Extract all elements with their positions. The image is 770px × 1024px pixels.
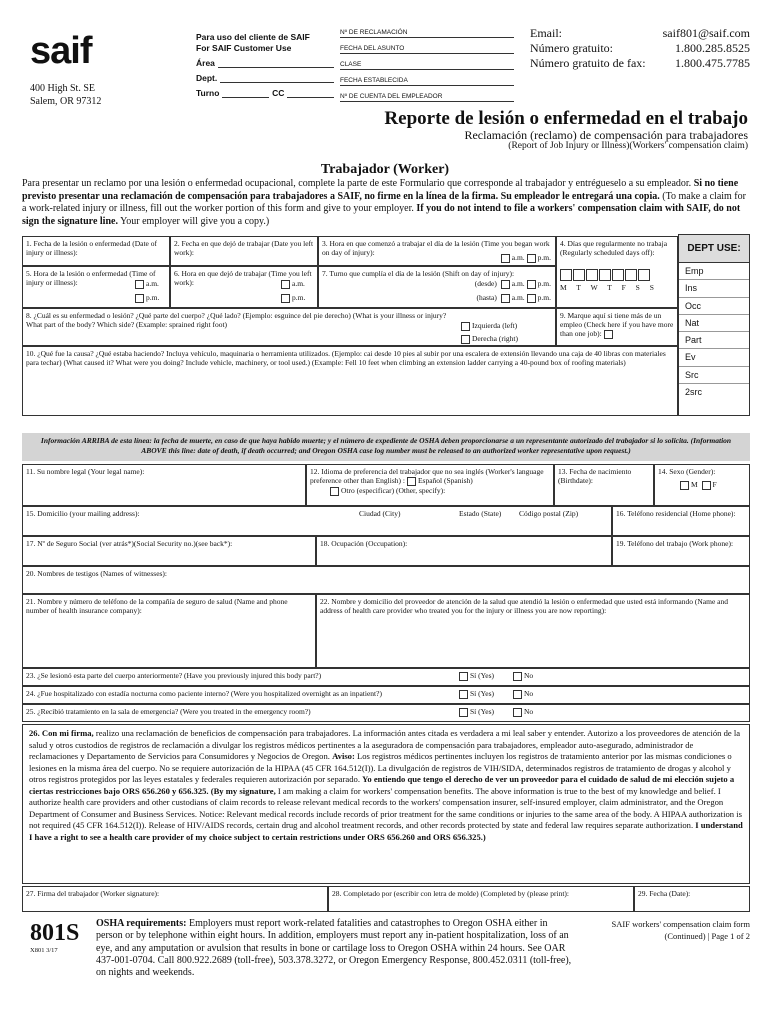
customer-title-es: Para uso del cliente de SAIF (196, 32, 310, 42)
dept-label: Dept. (196, 73, 218, 83)
gender-field: 14. Sexo (Gender): M F (654, 464, 750, 506)
day-checkbox[interactable] (638, 269, 650, 281)
claim-class-field[interactable]: CLASE (340, 54, 514, 70)
cause-description-field[interactable]: 10. ¿Qué fue la causa? ¿Qué estaba haciendo? Incluya vehículo, maquinaria o herramienta utilizados. (Ejemplo: cai desde 10 pies al subir por una escalera de extensión llevando una caja de 40 libras con materiales para techar) (What caused it? What were you doing? Include vehicle, machinery, or tool used.) (Example: Fell 10 feet when climbing an extension ladder carrying a 40-pound box of roofing materials) (22, 346, 678, 416)
employer-account-field[interactable]: Nº DE CUENTA DEL EMPLEADOR (340, 86, 514, 102)
home-phone-field[interactable]: 16. Teléfono residencial (Home phone): (612, 506, 750, 536)
area-field[interactable] (218, 58, 334, 68)
injury-date-field[interactable]: 1. Fecha de la lesión o enfermedad (Date of injury or illness): (22, 236, 170, 266)
illness-description-field[interactable]: 8. ¿Cuál es su enfermedad o lesión? ¿Qué parte del cuerpo? ¿Qué lado? (Ejemplo: esguince del pie derecho) (What is your illness or injury? What part of the body? Which side? (Example: sprained right foot) Izquierda (left) Derecha (right) (22, 308, 556, 346)
dept-part: Part (679, 332, 749, 349)
dept-ins: Ins (679, 280, 749, 297)
customer-use-box (196, 32, 334, 99)
start-pm-checkbox[interactable] (527, 254, 536, 263)
day-checkbox[interactable] (612, 269, 624, 281)
left-work-date-field[interactable]: 2. Fecha en que dejó de trabajar (Date you left work): (170, 236, 318, 266)
injury-am-checkbox[interactable] (135, 280, 144, 289)
day-checkbox[interactable] (625, 269, 637, 281)
q24-no-checkbox[interactable] (513, 690, 522, 699)
turno-field[interactable] (222, 88, 269, 98)
shift-from-pm-checkbox[interactable] (527, 280, 536, 289)
claim-fields (340, 22, 514, 102)
customer-title-en: For SAIF Customer Use (196, 43, 292, 53)
turno-label: Turno (196, 88, 220, 98)
multiple-jobs-checkbox[interactable] (604, 330, 613, 339)
fax-number: 1.800.475.7785 (675, 56, 750, 70)
dept-field[interactable] (220, 73, 334, 83)
page-indicator: (Continued) | Page 1 of 2 (664, 931, 750, 941)
dept-src: Src (679, 367, 749, 384)
dept-use-title: DEPT USE: (679, 235, 749, 263)
claim-date-field[interactable]: FECHA DEL ASUNTO (340, 38, 514, 54)
mailing-address-field[interactable]: 15. Domicilio (your mailing address): Ciudad (City) Estado (State) Código postal (Zip) (22, 506, 612, 536)
ssn-field[interactable]: 17. Nº de Seguro Social (ver atrás*)(Social Security no.)(see back*): (22, 536, 316, 566)
area-label: Área (196, 58, 215, 68)
birthdate-field[interactable]: 13. Fecha de nacimiento (Birthdate): (554, 464, 654, 506)
days-off-field: 4. Días que regularmente no trabaja (Regularly scheduled days off): M T W T F S S (556, 236, 678, 308)
address-line1: 400 High St. SE (30, 83, 96, 94)
left-pm-checkbox[interactable] (281, 294, 290, 303)
authorization-text: 26. Con mi firma, realizo una reclamación de beneficios de compensación para trabajadores. La información antes citada es verdadera a mi leal saber y entender. Autorizo a los proveedores de atención de la salud y otros custodios de registros de reclamación a divulgar los registros médicos pertinentes a la aseguradora de compensación para trabajadores, empleador auto-asegurado, administrador de reclamaciones y Departamento de Servicios para Consumidores y Negocios de Oregon. Aviso: Los registros médicos pertinentes incluyen los registros de tratamiento anterior por las mismas condiciones o lesiones en la misma área del cuerpo. No se requiere autorización de la HIPAA (45 CFR 164.512(I)). La divulgación de registros de VIH/SIDA, determinados registros de tratamiento de drogas y alcohol y otros registros protegidos por las leyes estatales y federales requieren autorización por separado. Yo entiendo que tengo el derecho de ver un proveedor para el cuidado de salud de mi elección sujeto a ciertas restricciones bajo ORS 656.260 y 656.325. (By my signature, I am making a claim for workers' compensation benefits. The above information is true to the best of my knowledge and belief. I authorize health care providers and other custodians of claim records to release relevant medical records to the workers' compensation insurer, self-insured employer, claim administrator, and the Oregon Department of Consumer and Business Services. Notice: Relevant medical records include records of prior treatment for the same conditions or injuries to the same area of the body. A HIPAA authorization is not required (45 CFR 164.512(I)). Release of HIV/AIDS records, certain drug and alcohol treatment records, and other records protected by state and federal law requires separate authorization. I understand I have a right to see a health care provider of my choice subject to certain restrictions under ORS 656.260 and ORS 656.325.) (22, 724, 750, 884)
contact-info: Email: saif801@saif.com Número gratuito: 1.800.285.8525 Número gratuito de fax: 1.800.475.7785 (530, 26, 750, 70)
day-checkbox[interactable] (560, 269, 572, 281)
q25-yes-checkbox[interactable] (459, 708, 468, 717)
form-code: 801S (30, 920, 80, 946)
subtitle-es: Reclamación (reclamo) de compensación para trabajadores (464, 128, 748, 142)
days-labels: M T W T F S S (560, 283, 658, 292)
q23-row: 23. ¿Se lesionó esta parte del cuerpo anteriormente? (Have you previously injured this body part?) Sí (Yes) No (22, 668, 750, 686)
saif-logo: saif (30, 30, 92, 72)
shift-to-pm-checkbox[interactable] (527, 294, 536, 303)
q24-yes-checkbox[interactable] (459, 690, 468, 699)
multiple-jobs-field: 9. Marque aquí si tiene más de un empleo (Check here if you have more than one job): (556, 308, 678, 346)
completed-by-field[interactable]: 28. Completado por (escribir con letra de molde) (Completed by (please print): (328, 886, 634, 912)
male-checkbox[interactable] (680, 481, 689, 490)
female-checkbox[interactable] (702, 481, 711, 490)
day-checkbox[interactable] (586, 269, 598, 281)
signature-date-field[interactable]: 29. Fecha (Date): (634, 886, 750, 912)
claim-established-field[interactable]: FECHA ESTABLECIDA (340, 70, 514, 86)
dept-nat: Nat (679, 315, 749, 332)
work-phone-field[interactable]: 19. Teléfono del trabajo (Work phone): (612, 536, 750, 566)
cc-label: CC (272, 88, 285, 98)
spanish-checkbox[interactable] (407, 477, 416, 486)
address-line2: Salem, OR 97312 (30, 96, 102, 107)
right-side-checkbox[interactable] (461, 335, 470, 344)
health-insurance-field[interactable]: 21. Nombre y número de teléfono de la compañía de seguro de salud (Name and phone number of health insurance company): (22, 594, 316, 668)
left-am-checkbox[interactable] (281, 280, 290, 289)
toll-number: 1.800.285.8525 (675, 41, 750, 55)
saif-address (30, 82, 101, 108)
page-title: Reporte de lesión o enfermedad en el trabajo (384, 108, 748, 129)
dept-2src: 2src (685, 387, 703, 398)
intro-text: Para presentar un reclamo por una lesión o enfermedad ocupacional, complete la parte de este Formulario que corresponde al trabajador y entrégueselo a su empleador. Si no tiene previsto presentar una reclamación de compensación para trabajadores a SAIF, no firme en la línea de la firma. Su empleador le entregará una copia. (To make a claim for a work-related injury or illness, fill out the worker portion of this form and give to your employer. If you do not intend to file a workers' compensation claim with SAIF, do not sign the signature line. Your employer will give you a copy.) (22, 178, 746, 227)
dept-emp: Emp (679, 263, 749, 280)
injury-pm-checkbox[interactable] (135, 294, 144, 303)
left-time-field[interactable]: 6. Hora en que dejó de trabajar (Time you left work): a.m. p.m. (170, 266, 318, 308)
osha-notice-band: Información ARRIBA de esta línea: la fecha de muerte, en caso de que haya habido muerte; y el número de expediente de OSHA deben proporcionarse a un representante autorizado del trabajador si lo solicita. (Information ABOVE this line: date of death, if death occurred; and Oregon OSHA case log number must be released to an authorized worker representative upon request.) (22, 433, 750, 461)
start-time-field[interactable]: 3. Hora en que comenzó a trabajar el día de la lesión (Time you began work on day of injury): a.m. p.m. (318, 236, 556, 266)
shift-from-am-checkbox[interactable] (501, 280, 510, 289)
dept-ev: Ev (679, 349, 749, 366)
language-field: 12. Idioma de preferencia del trabajador que no sea inglés (Worker's language preference other than English) : Español (Spanish) Otro (especificar) (Other, specify): (306, 464, 554, 506)
legal-name-field[interactable]: 11. Su nombre legal (Your legal name): (22, 464, 306, 506)
injury-time-field[interactable]: 5. Hora de la lesión o enfermedad (Time of injury or illness): a.m. p.m. (22, 266, 170, 308)
provider-field[interactable]: 22. Nombre y domicilio del proveedor de atención de la salud que atendió la lesión o enfermedad que usted está informando (Name and address of health care provider who treated you for the injury or illness you are now reporting): (316, 594, 750, 668)
form-revision: X801 3/17 (30, 947, 58, 954)
day-checkbox[interactable] (599, 269, 611, 281)
q23-no-checkbox[interactable] (513, 672, 522, 681)
subtitle-en: (Report of Job Injury or Illness)(Workers' compensation claim) (508, 141, 748, 151)
dept-occ: Occ (679, 298, 749, 315)
claim-number-field[interactable]: Nº DE RECLAMACIÓN (340, 22, 514, 38)
cc-field[interactable] (287, 88, 334, 98)
q23-yes-checkbox[interactable] (459, 672, 468, 681)
shift-field[interactable]: 7. Turno que cumplía el día de la lesión (Shift on day of injury): (desde) a.m. p.m. (hasta) a.m. p.m. (318, 266, 556, 308)
start-am-checkbox[interactable] (501, 254, 510, 263)
dept-use-box (678, 234, 750, 416)
email-link[interactable]: saif801@saif.com (662, 26, 750, 40)
osha-requirements: OSHA requirements: Employers must report work-related fatalities and catastrophes to Oregon OSHA either in person or by telephone within eight hours. In addition, employers must report any in-patient hospitalization, loss of an eye, and any amputation or avulsion that results in bone or cartilage loss to Oregon OSHA within 24 hours. See OAR 437-001-0704. Call 800.922.2689 (toll-free), 503.378.3272, or Oregon Emergency Response, 800.452.0311 (toll-free), on nights and weekends. (96, 918, 572, 979)
shift-to-am-checkbox[interactable] (501, 294, 510, 303)
day-checkbox[interactable] (573, 269, 585, 281)
page-footer: SAIF workers' compensation claim form (Continued) | Page 1 of 2 (590, 918, 750, 942)
occupation-field[interactable]: 18. Ocupación (Occupation): (316, 536, 612, 566)
q24-row: 24. ¿Fue hospitalizado con estadía nocturna como paciente interno? (Were you hospitalized overnight as an inpatient?) Sí (Yes) No (22, 686, 750, 704)
other-language-checkbox[interactable] (330, 487, 339, 496)
section-title: Trabajador (Worker) (320, 162, 450, 177)
worker-signature-field[interactable]: 27. Firma del trabajador (Worker signature): (22, 886, 328, 912)
q25-no-checkbox[interactable] (513, 708, 522, 717)
witnesses-field[interactable]: 20. Nombres de testigos (Names of witnesses): (22, 566, 750, 594)
q25-row: 25. ¿Recibió tratamiento en la sala de emergencia? (Were you treated in the emergency room?) Sí (Yes) No (22, 704, 750, 722)
left-side-checkbox[interactable] (461, 322, 470, 331)
